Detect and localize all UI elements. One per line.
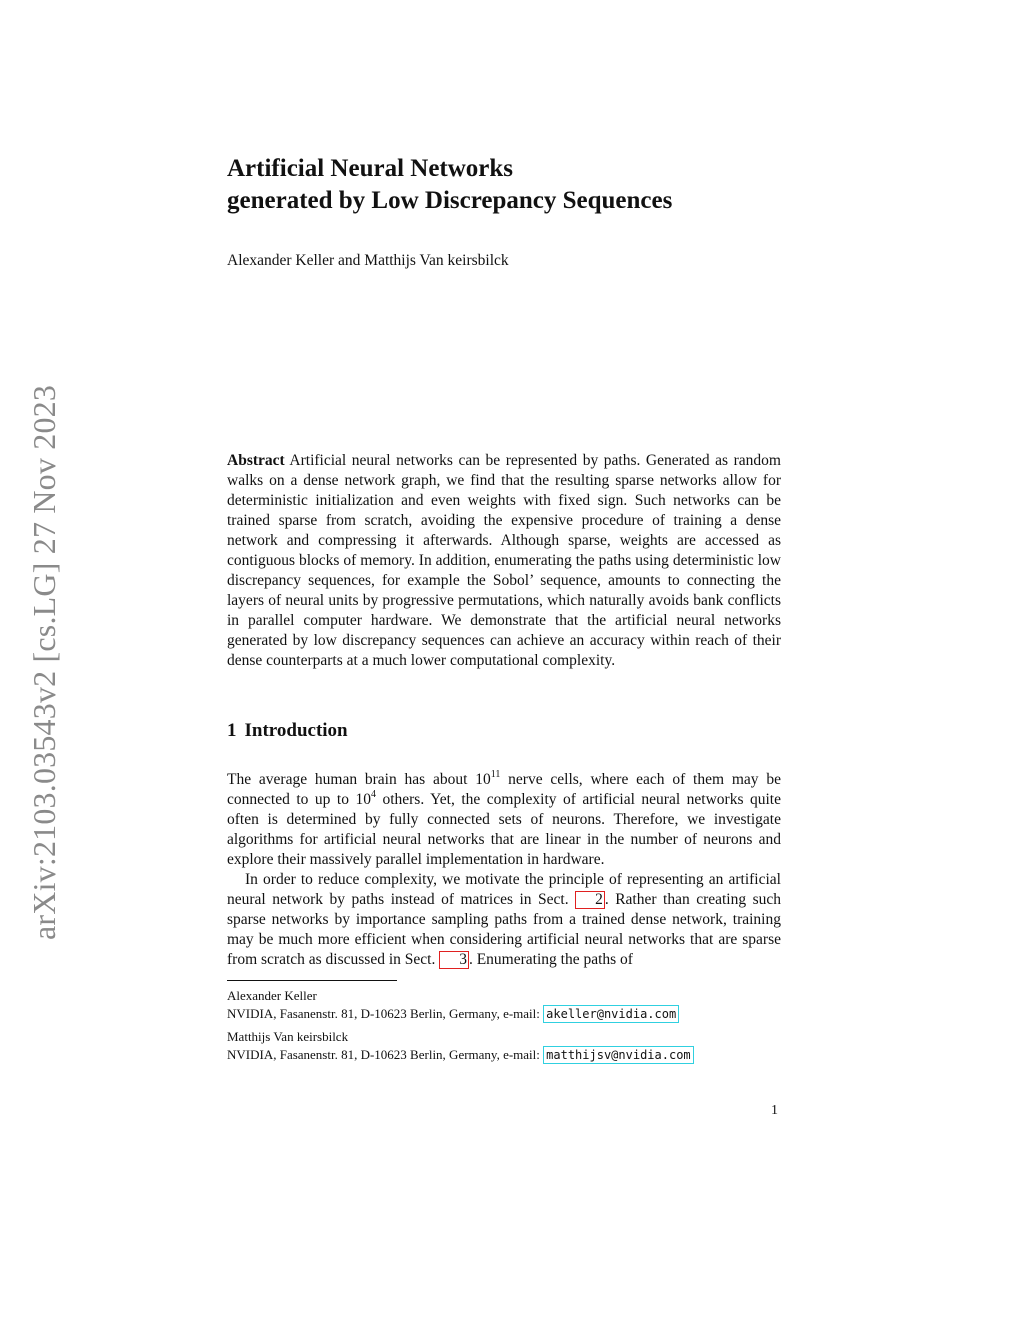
paper-title-line-1: Artificial Neural Networks <box>227 155 514 182</box>
intro-p1-text-c: others. Yet, the complexity of artificial neural networks quite often is determined by fully connected sets of neurons. Therefore, we investigate algorithms for artificial neural networks that are linear in the number of neurons and explore their massively parallel implementation in hardware. <box>227 791 781 868</box>
intro-p1-text-b: nerve cells, where each of them may be connected to up to 10 <box>227 771 781 808</box>
section-heading-introduction <box>227 720 348 742</box>
intro-paragraph-1 <box>227 770 781 870</box>
footnote-affiliation: NVIDIA, Fasanenstr. 81, D-10623 Berlin, Germany, e-mail: <box>227 1006 544 1021</box>
author-footnotes <box>227 987 787 1069</box>
author-list: Alexander Keller and Matthijs Van keirsbilck <box>227 252 509 269</box>
footnote-author-2 <box>227 1028 787 1064</box>
footnote-author-name: Matthijs Van keirsbilck <box>227 1029 349 1044</box>
page-number: 1 <box>771 1103 778 1118</box>
paper-title <box>227 153 787 217</box>
email-link[interactable]: akeller@nvidia.com <box>543 1005 679 1023</box>
intro-p2-text-a: In order to reduce complexity, we motivate the principle of representing an artificial neural network by paths instead of matrices in Sect. <box>227 871 781 908</box>
footnote-affiliation: NVIDIA, Fasanenstr. 81, D-10623 Berlin, Germany, e-mail: <box>227 1047 544 1062</box>
superscript-exponent: 11 <box>490 769 501 780</box>
section-title: Introduction <box>244 720 348 741</box>
section-ref-link-2[interactable]: 2 <box>575 891 605 909</box>
intro-paragraph-2 <box>227 870 781 970</box>
email-link[interactable]: matthijsv@nvidia.com <box>543 1046 694 1064</box>
superscript-exponent: 4 <box>370 789 376 800</box>
arxiv-identifier-stamp: arXiv:2103.03543v2 [cs.LG] 27 Nov 2023 <box>26 384 62 940</box>
abstract <box>227 451 781 671</box>
abstract-label: Abstract <box>227 452 285 469</box>
introduction-body <box>227 770 781 970</box>
intro-p2-text-c: . Enumerating the paths of <box>468 951 633 968</box>
footnote-affiliation-line <box>227 1005 787 1023</box>
section-number: 1 <box>227 720 237 741</box>
paper-title-line-2: generated by Low Discrepancy Sequences <box>227 187 673 214</box>
intro-p2-text-b: . Rather than creating such sparse networks by importance sampling paths from a trained dense network, training may be much more efficient when considering artificial neural networks that are sparse from scratch as discussed in Sect. <box>227 891 782 968</box>
section-ref-link-3[interactable]: 3 <box>439 951 469 969</box>
intro-p1-text-a: The average human brain has about 10 <box>227 771 491 788</box>
abstract-text: Artificial neural networks can be represented by paths. Generated as random walks on a dense network graph, we find that the resulting sparse networks allow for deterministic initialization and even weights with fixed sign. Such networks can be trained sparse from scratch, avoiding the expensive procedure of training a dense network and compressing it afterwards. Although sparse, weights are accessed as contiguous blocks of memory. In addition, enumerating the paths using deterministic low discrepancy sequences, for example the Sobol’ sequence, amounts to connecting the layers of neural units by progressive permutations, which naturally avoids bank conflicts in parallel computer hardware. We demonstrate that the artificial neural networks generated by low discrepancy sequences can achieve an accuracy within reach of their dense counterparts at a much lower computational complexity. <box>227 452 781 669</box>
footnote-author-1 <box>227 987 787 1023</box>
footnote-affiliation-line <box>227 1046 787 1064</box>
footnote-author-name: Alexander Keller <box>227 988 317 1003</box>
footnote-divider <box>227 980 397 981</box>
